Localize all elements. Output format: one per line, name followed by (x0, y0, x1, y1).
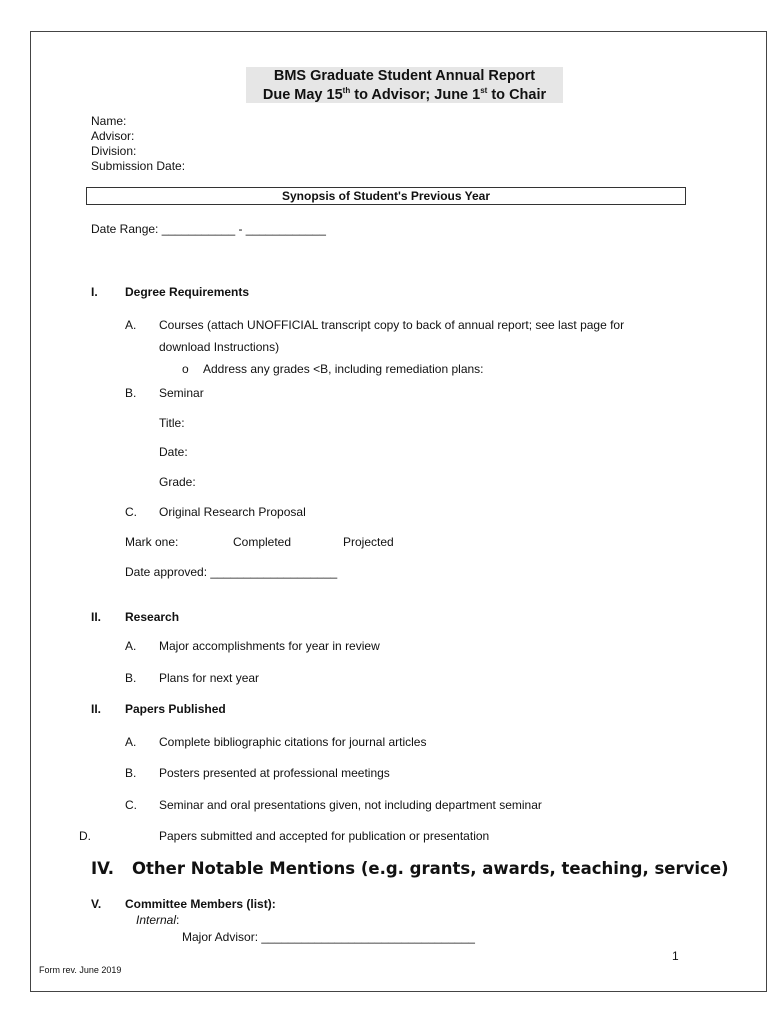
seminar-date-field: Date: (159, 445, 188, 459)
section-5-number: V. (91, 897, 102, 911)
form-revision-footer: Form rev. June 2019 (39, 965, 122, 975)
field-name: Name: (91, 114, 127, 128)
title-block (246, 67, 563, 103)
major-advisor-field: Major Advisor: ________________________________ (182, 930, 475, 944)
section-4-number: IV. (91, 859, 115, 878)
date-range: Date Range: ___________ - ____________ (91, 222, 326, 236)
plans-next-year: Plans for next year (159, 671, 260, 685)
section-2-title: Research (125, 610, 180, 624)
section-3-number: II. (91, 702, 102, 716)
item-2b-letter: B. (125, 671, 137, 685)
seminar-title-field: Title: (159, 416, 185, 430)
item-1a-letter: A. (125, 318, 137, 332)
item-3b-letter: B. (125, 766, 137, 780)
courses-line-2: download Instructions) (159, 340, 280, 354)
major-accomplishments: Major accomplishments for year in review (159, 639, 380, 653)
item-3c-letter: C. (125, 798, 137, 812)
seminar-label: Seminar (159, 386, 204, 400)
item-1b-letter: B. (125, 386, 137, 400)
mark-one-label: Mark one: (125, 535, 179, 549)
seminar-presentations: Seminar and oral presentations given, not including department seminar (159, 798, 542, 812)
date-approved-field: Date approved: ___________________ (125, 565, 338, 579)
internal-label: Internal: (136, 913, 180, 927)
papers-submitted: Papers submitted and accepted for publication or presentation (159, 829, 490, 843)
completed-option: Completed (233, 535, 292, 549)
report-title: BMS Graduate Student Annual Report (273, 68, 536, 84)
projected-option: Projected (343, 535, 394, 549)
field-advisor: Advisor: (91, 129, 135, 143)
field-submission-date: Submission Date: (91, 159, 186, 173)
section-5-title: Committee Members (list): (125, 897, 276, 911)
research-proposal-label: Original Research Proposal (159, 505, 306, 519)
section-1-title: Degree Requirements (125, 285, 250, 299)
due-dates-line: Due May 15th to Advisor; June 1st to Chair (262, 86, 547, 103)
courses-line-1: Courses (attach UNOFFICIAL transcript copy to back of annual report; see last page for (159, 318, 625, 332)
journal-citations: Complete bibliographic citations for journal articles (159, 735, 427, 749)
section-1-number: I. (91, 285, 98, 299)
section-3-title: Papers Published (125, 702, 226, 716)
item-3a-letter: A. (125, 735, 137, 749)
document-page (30, 31, 767, 992)
seminar-grade-field: Grade: (159, 475, 196, 489)
grades-note: Address any grades <B, including remediation plans: (203, 362, 484, 376)
section-4-title: Other Notable Mentions (e.g. grants, awards, teaching, service) (132, 859, 729, 878)
field-division: Division: (91, 144, 137, 158)
section-2-number: II. (91, 610, 102, 624)
synopsis-heading: Synopsis of Student's Previous Year (86, 187, 686, 205)
item-3d-letter: D. (79, 829, 91, 843)
bullet-marker: o (182, 362, 189, 376)
page-number: 1 (672, 949, 679, 963)
posters-presented: Posters presented at professional meetings (159, 766, 390, 780)
item-2a-letter: A. (125, 639, 137, 653)
item-1c-letter: C. (125, 505, 137, 519)
